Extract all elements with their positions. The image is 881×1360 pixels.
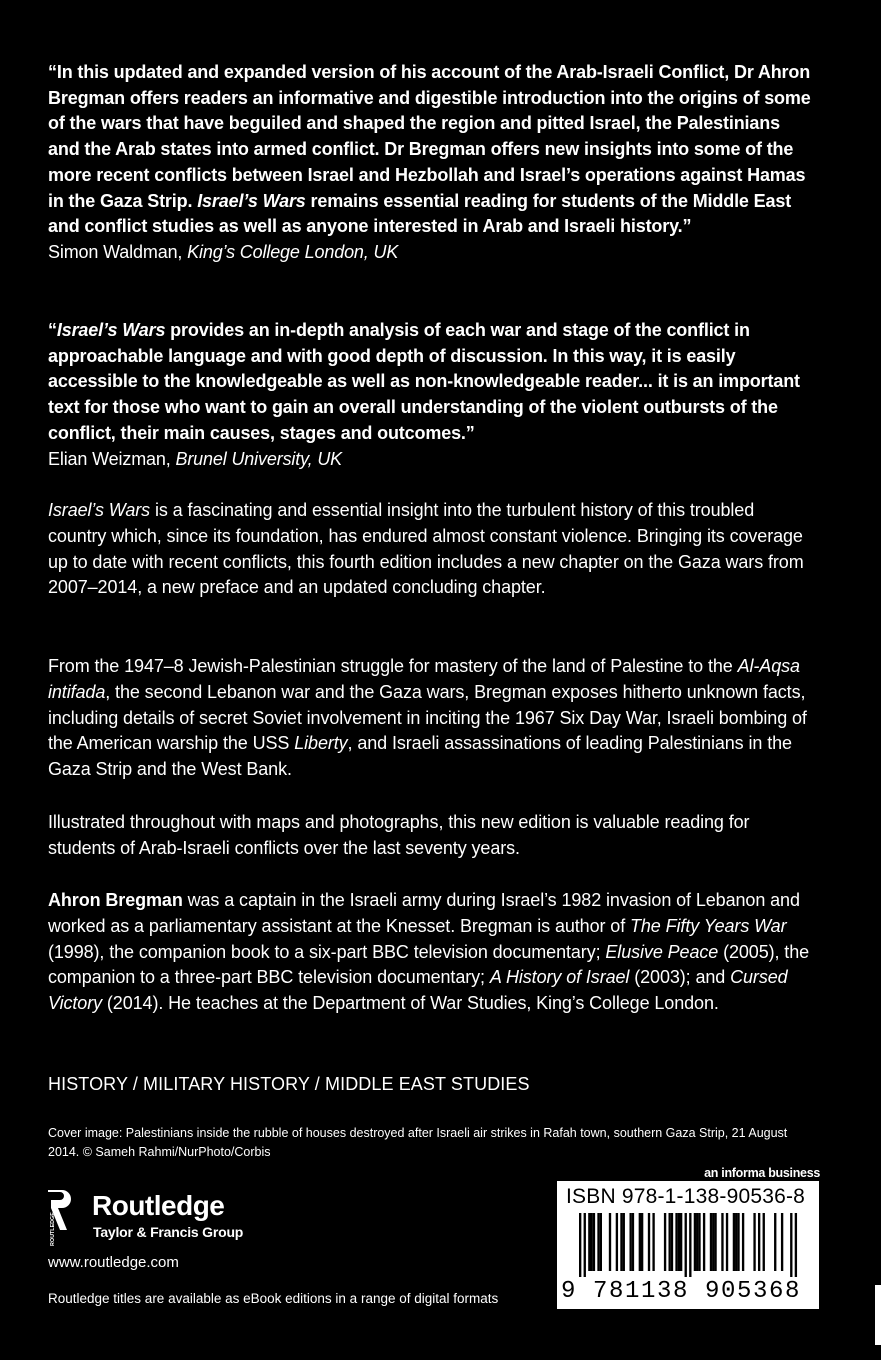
barcode-bar xyxy=(609,1213,611,1271)
barcode-bar xyxy=(593,1213,595,1271)
barcode-bar xyxy=(721,1213,723,1271)
barcode-bar xyxy=(664,1213,666,1271)
quote-open: “ xyxy=(48,320,57,340)
barcode-bar xyxy=(588,1213,590,1271)
subject-categories: HISTORY / MILITARY HISTORY / MIDDLE EAST STUDIES xyxy=(48,1074,530,1094)
attribution-affiliation: King’s College London, UK xyxy=(187,241,399,262)
barcode-bar xyxy=(742,1213,744,1271)
quote-attribution xyxy=(48,447,813,473)
italic-term: Al-Aqsa intifada xyxy=(48,656,800,702)
routledge-logo xyxy=(47,1188,257,1248)
paragraph-text: is a fascinating and essential insight into the turbulent history of this troubled country which, since its foundation, has endured almost constant violence. Bringing its coverage up to date with recent conflicts, this fourth edition includes a new chapter on the Gaza wars from 2007–2014, a new preface and an updated concluding chapter. xyxy=(48,500,804,598)
barcode-bar xyxy=(579,1213,581,1277)
author-name: Ahron Bregman xyxy=(48,890,183,910)
barcode-bar xyxy=(758,1213,760,1271)
ebook-note: Routledge titles are available as eBook editions in a range of digital formats xyxy=(48,1291,499,1306)
cover-image-credit: Cover image: Palestinians inside the rubble of houses destroyed after Israeli air strikes in Rafah town, southern Gaza Strip, 21 August 2014. © Sameh Rahmi/NurPhoto/Corbis xyxy=(48,1126,788,1159)
barcode-bar xyxy=(694,1213,696,1271)
barcode-bar xyxy=(737,1213,739,1271)
book-title: The Fifty Years War xyxy=(630,915,787,936)
barcode-bar xyxy=(733,1213,735,1271)
bio-text: (2003); and xyxy=(629,967,731,988)
barcode-bar xyxy=(710,1213,712,1271)
barcode-bar xyxy=(680,1213,682,1271)
barcode-bar xyxy=(675,1213,677,1271)
barcode-bar xyxy=(696,1213,698,1271)
quote-attribution xyxy=(48,240,813,266)
barcode-bar xyxy=(678,1213,680,1271)
barcode-bar xyxy=(590,1213,592,1271)
bio-text: was a captain in the Israeli army during Israel’s 1982 invasion of Lebanon and worked as a parliamentary assistant at the Knesset. Bregman is author of xyxy=(48,890,800,936)
barcode-bar xyxy=(698,1213,700,1271)
blurb-paragraph-3: Illustrated throughout with maps and photographs, this new edition is valuable reading for students of Arab-Israeli conflicts over the last seventy years. xyxy=(48,812,750,858)
edge-mark xyxy=(875,1285,881,1345)
barcode-bar xyxy=(753,1213,755,1271)
quote-text: provides an in-depth analysis of each war and stage of the conflict in approachable language and with good depth of discussion. In this way, it is easily accessible to the knowledgeable as well as non-knowledgeable reader... it is an important text for those who want to gain an overall understanding of the violent outbursts of the conflict, their main causes, stages and outcomes.” xyxy=(48,320,800,443)
book-title: A History of Israel xyxy=(489,967,630,988)
attribution-author: Elian Weizman, xyxy=(48,448,176,469)
barcode-bar xyxy=(790,1213,792,1277)
barcode-bar xyxy=(623,1213,625,1271)
paragraph-text: , and Israeli assassinations of leading Palestinians in the Gaza Strip and the West Bank. xyxy=(48,733,792,780)
italic-term: Liberty xyxy=(294,733,348,754)
paragraph-text: From the 1947–8 Jewish-Palestinian struggle for mastery of the land of Palestine to the xyxy=(48,656,738,676)
barcode-bar xyxy=(671,1213,673,1271)
book-title: Israel’s Wars xyxy=(48,500,151,520)
barcode-bar xyxy=(620,1213,622,1271)
barcode-bar xyxy=(584,1213,586,1277)
author-bio xyxy=(48,888,813,1017)
barcode-bar xyxy=(774,1213,776,1271)
review-quote-weizman xyxy=(48,318,813,472)
barcode-digits: 9 781138 905368 xyxy=(561,1278,802,1305)
barcode-bar xyxy=(703,1213,705,1271)
barcode-bar xyxy=(632,1213,634,1271)
bio-text: (2005), the companion to a three-part BBC television documentary; xyxy=(48,941,810,988)
barcode-bar xyxy=(668,1213,670,1271)
barcode-bar xyxy=(685,1213,687,1277)
barcode-bar xyxy=(629,1213,631,1271)
barcode-bar xyxy=(781,1213,783,1271)
paragraph-text: , the second Lebanon war and the Gaza wars, Bregman exposes hitherto unknown facts, including details of secret Soviet involvement in inciting the 1967 Six Day War, Israeli bombing of the American warship the USS xyxy=(48,681,807,754)
book-title: Elusive Peace xyxy=(605,941,719,962)
book-title: Israel’s Wars xyxy=(197,190,306,211)
publisher-group: Taylor & Francis Group xyxy=(93,1224,244,1240)
review-quote-waldman xyxy=(48,60,813,266)
bio-text: (2014). He teaches at the Department of War Studies, King’s College London. xyxy=(102,993,719,1014)
barcode-bar xyxy=(641,1213,643,1271)
barcode-bar xyxy=(712,1213,714,1271)
barcode-bar xyxy=(714,1213,716,1271)
vertical-wordmark: ROUTLEDGE xyxy=(50,1212,56,1246)
barcode-bar xyxy=(600,1213,602,1271)
bio-text: (1998), the companion book to a six-part BBC television documentary; xyxy=(48,941,606,962)
barcode-bar xyxy=(726,1213,728,1271)
publisher-name: Routledge xyxy=(92,1190,225,1221)
barcode-bar xyxy=(652,1213,654,1271)
routledge-r-icon xyxy=(47,1188,75,1248)
informa-tagline: an informa business xyxy=(704,1166,820,1180)
barcode-bar xyxy=(763,1213,765,1271)
isbn-label: ISBN 978-1-138-90536-8 xyxy=(566,1185,806,1208)
attribution-affiliation: Brunel University, UK xyxy=(175,448,343,469)
barcode-bar xyxy=(689,1213,691,1277)
barcode-bar xyxy=(735,1213,737,1271)
barcode-bar xyxy=(795,1213,797,1277)
quote-text: remains essential reading for students of the Middle East and conflict studies as well as anyone interested in Arab and Israeli history.” xyxy=(48,190,792,237)
publisher-website[interactable]: www.routledge.com xyxy=(48,1254,179,1271)
attribution-author: Simon Waldman, xyxy=(48,241,188,262)
barcode-bar xyxy=(597,1213,599,1271)
quote-text: “In this updated and expanded version of his account of the Arab-Israeli Conflict, Dr Ahron Bregman offers readers an informative and digestible introduction into the origins of some of the wars that have beguiled and shaped the region and pitted Israel, the Palestinians and the Arab states into armed conflict. Dr Bregman offers new insights into some of the more recent conflicts between Israel and Hezbollah and Israel’s operations against Hamas in the Gaza Strip. xyxy=(48,62,811,211)
barcode-bar xyxy=(639,1213,641,1271)
book-title: Cursed Victory xyxy=(48,967,788,1014)
blurb-paragraph-1 xyxy=(48,498,813,601)
barcode-bar xyxy=(648,1213,650,1271)
isbn-barcode-box xyxy=(557,1181,819,1309)
barcode-bar xyxy=(616,1213,618,1271)
blurb-paragraph-2 xyxy=(48,654,813,783)
book-title: Israel’s Wars xyxy=(56,320,166,340)
barcode-bars xyxy=(563,1213,813,1277)
